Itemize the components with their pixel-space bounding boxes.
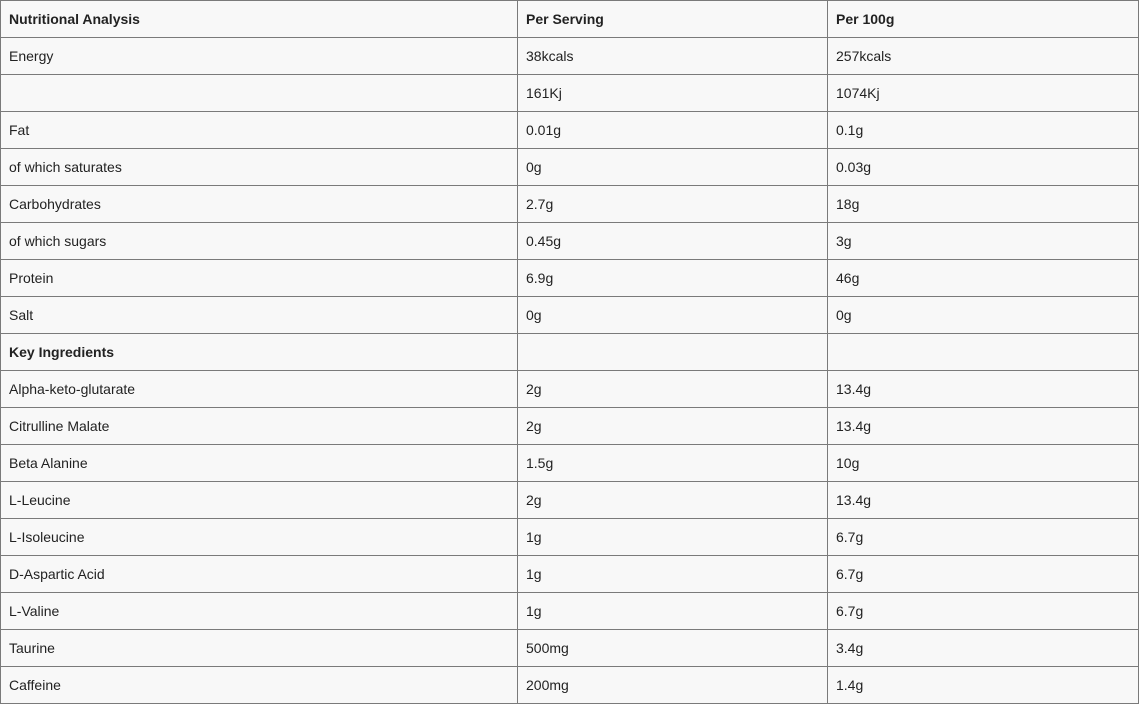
cell-per-100g (828, 334, 1139, 371)
cell-name: of which sugars (1, 223, 518, 260)
cell-per-serving: 2.7g (518, 186, 828, 223)
cell-per-serving: 2g (518, 371, 828, 408)
table-row (1, 482, 1139, 519)
cell-per-serving (518, 334, 828, 371)
cell-per-serving: 0g (518, 149, 828, 186)
table-row (1, 75, 1139, 112)
cell-per-100g: 6.7g (828, 519, 1139, 556)
table-row (1, 112, 1139, 149)
cell-per-serving: 1g (518, 593, 828, 630)
header-per-serving: Per Serving (518, 1, 828, 38)
cell-per-serving: 2g (518, 482, 828, 519)
cell-per-100g: 1.4g (828, 667, 1139, 704)
cell-per-100g: 1074Kj (828, 75, 1139, 112)
cell-per-serving: 0g (518, 297, 828, 334)
table-row (1, 297, 1139, 334)
table-row (1, 260, 1139, 297)
table-row (1, 334, 1139, 371)
cell-per-serving: 161Kj (518, 75, 828, 112)
table-row (1, 38, 1139, 75)
cell-per-100g: 6.7g (828, 593, 1139, 630)
cell-name (1, 75, 518, 112)
cell-name: Salt (1, 297, 518, 334)
table-row (1, 371, 1139, 408)
cell-per-100g: 18g (828, 186, 1139, 223)
cell-name: L-Valine (1, 593, 518, 630)
cell-per-serving: 2g (518, 408, 828, 445)
header-nutritional-analysis: Nutritional Analysis (1, 1, 518, 38)
nutrition-table-body (1, 1, 1139, 704)
cell-per-100g: 0g (828, 297, 1139, 334)
cell-name: Taurine (1, 630, 518, 667)
cell-per-serving: 1g (518, 519, 828, 556)
cell-per-serving: 0.01g (518, 112, 828, 149)
header-per-100g: Per 100g (828, 1, 1139, 38)
table-row (1, 593, 1139, 630)
cell-per-100g: 46g (828, 260, 1139, 297)
cell-name: L-Leucine (1, 482, 518, 519)
cell-per-serving: 6.9g (518, 260, 828, 297)
cell-per-serving: 1g (518, 556, 828, 593)
cell-per-100g: 6.7g (828, 556, 1139, 593)
cell-per-serving: 38kcals (518, 38, 828, 75)
cell-name: L-Isoleucine (1, 519, 518, 556)
cell-per-100g: 0.1g (828, 112, 1139, 149)
table-row (1, 519, 1139, 556)
cell-per-100g: 0.03g (828, 149, 1139, 186)
cell-per-100g: 13.4g (828, 482, 1139, 519)
table-row (1, 667, 1139, 704)
cell-per-serving: 0.45g (518, 223, 828, 260)
cell-name: Key Ingredients (1, 334, 518, 371)
cell-name: Carbohydrates (1, 186, 518, 223)
table-header-row (1, 1, 1139, 38)
cell-per-serving: 1.5g (518, 445, 828, 482)
cell-name: Protein (1, 260, 518, 297)
cell-per-100g: 13.4g (828, 408, 1139, 445)
table-row (1, 630, 1139, 667)
table-row (1, 186, 1139, 223)
cell-name: of which saturates (1, 149, 518, 186)
cell-per-100g: 257kcals (828, 38, 1139, 75)
cell-per-serving: 500mg (518, 630, 828, 667)
cell-name: D-Aspartic Acid (1, 556, 518, 593)
table-row (1, 556, 1139, 593)
table-row (1, 223, 1139, 260)
table-row (1, 445, 1139, 482)
cell-per-serving: 200mg (518, 667, 828, 704)
cell-name: Alpha-keto-glutarate (1, 371, 518, 408)
cell-name: Fat (1, 112, 518, 149)
cell-name: Energy (1, 38, 518, 75)
table-row (1, 408, 1139, 445)
cell-name: Caffeine (1, 667, 518, 704)
cell-name: Beta Alanine (1, 445, 518, 482)
cell-per-100g: 10g (828, 445, 1139, 482)
cell-per-100g: 13.4g (828, 371, 1139, 408)
cell-per-100g: 3.4g (828, 630, 1139, 667)
table-row (1, 149, 1139, 186)
cell-per-100g: 3g (828, 223, 1139, 260)
cell-name: Citrulline Malate (1, 408, 518, 445)
